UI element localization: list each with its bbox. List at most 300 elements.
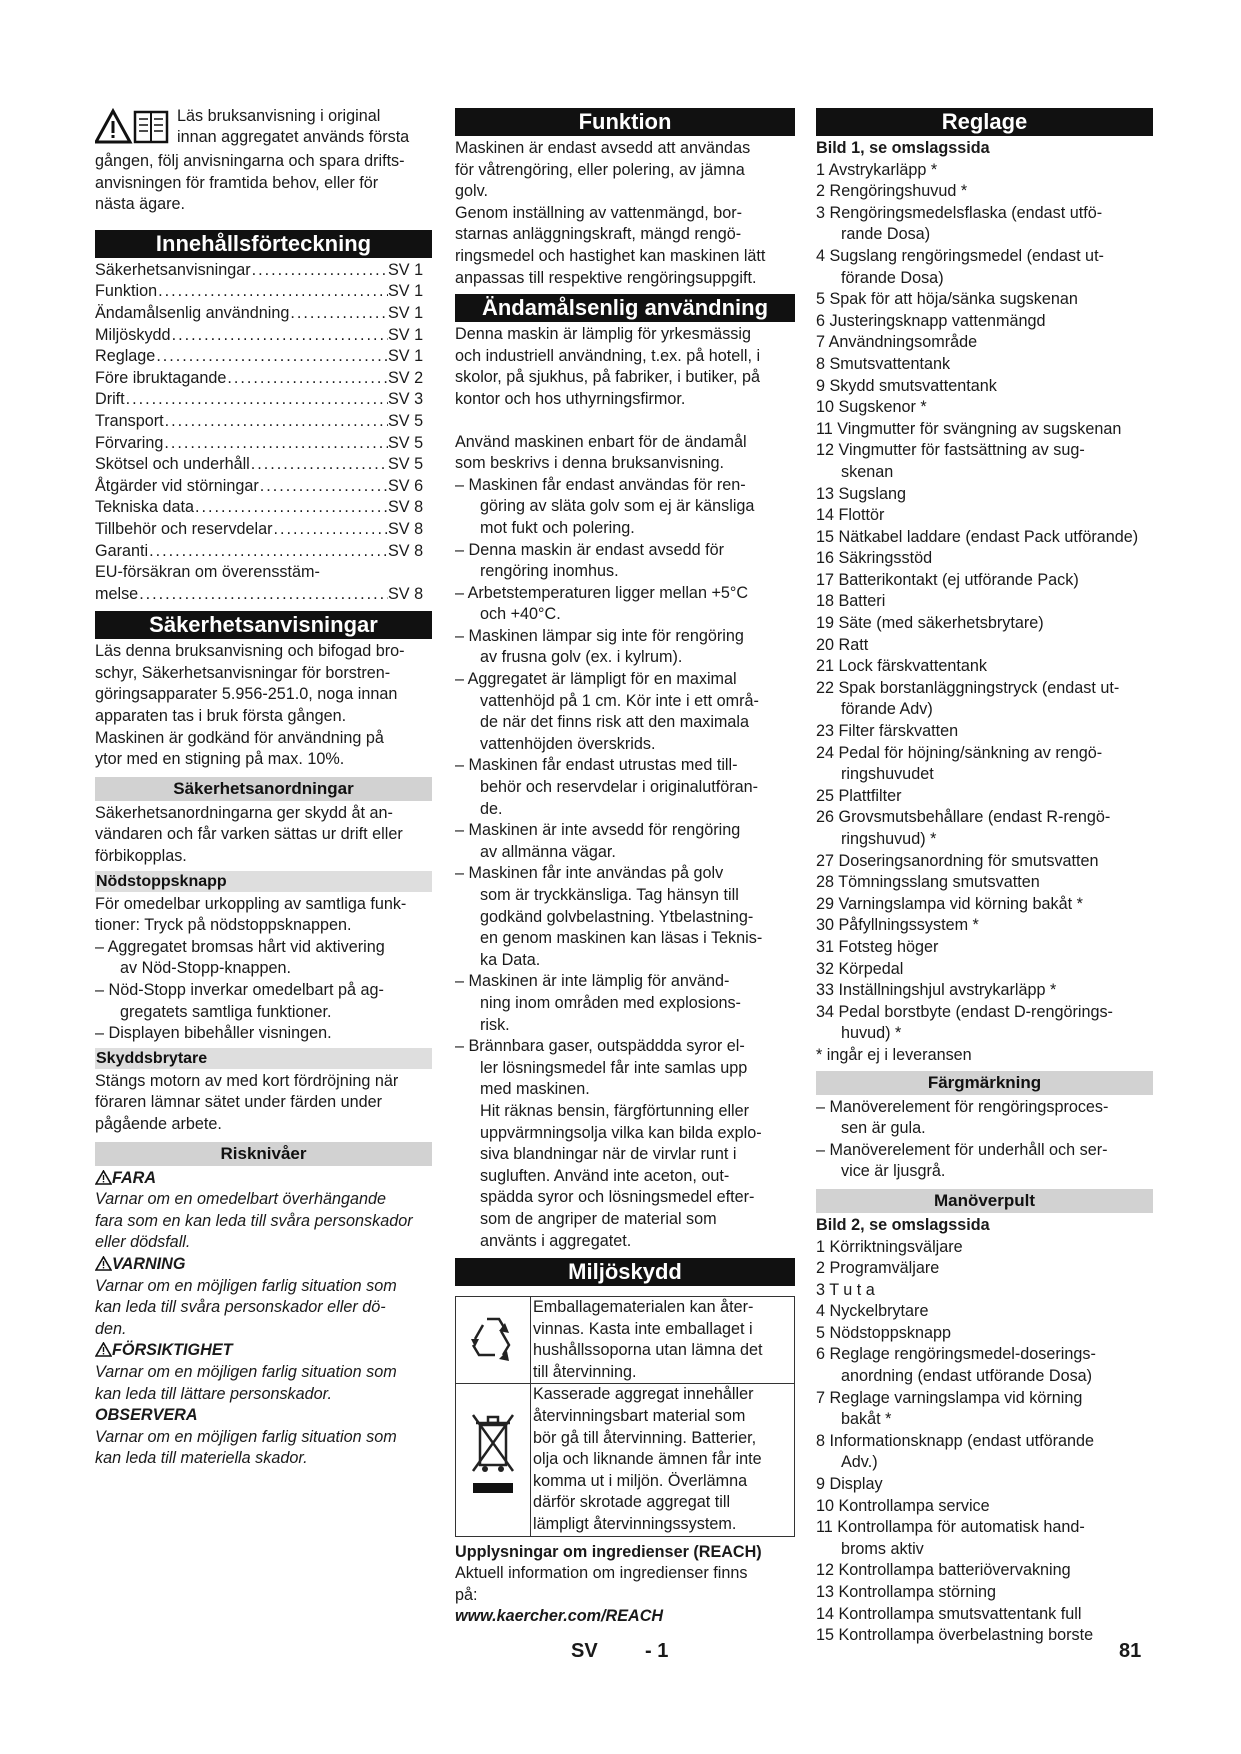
- panel-item-line: 10 Kontrollampa service: [816, 1496, 990, 1515]
- risk-label: [95, 1254, 432, 1276]
- intended-item-line: uppvärmningsolja vilka kan bilda explo-: [480, 1123, 762, 1142]
- control-item: [816, 570, 1153, 592]
- intended-item-line: ka Data.: [480, 950, 541, 969]
- safety-title: Säkerhetsanvisningar: [95, 611, 432, 639]
- warning-triangle-icon: [95, 1256, 112, 1271]
- toc-dots: [125, 389, 388, 411]
- control-item-line: 25 Plattfilter: [816, 786, 902, 805]
- text-line: för våtrengöring, eller polering, av jämna: [455, 160, 745, 179]
- text-line: föraren lämnar sätet under färden under: [95, 1093, 383, 1112]
- intended-item-line: som de angriper de material som: [480, 1209, 717, 1228]
- controls-list-2: [816, 1237, 1153, 1647]
- control-item-line: 15 Nätkabel laddare (endast Pack utförande): [816, 527, 1139, 546]
- control-item: [816, 959, 1153, 981]
- toc-item[interactable]: [95, 541, 432, 563]
- risk-text: Varnar om en omedelbart överhängande: [95, 1190, 386, 1209]
- intended-item-line: – Maskinen får endast utrustas med till-: [455, 756, 738, 775]
- intended-item-line: spädda syror och lösningsmedel efter-: [480, 1188, 755, 1207]
- control-item-line: 17 Batterikontakt (ej utförande Pack): [816, 570, 1079, 589]
- intro-header: [95, 106, 432, 151]
- control-item-line: 34 Pedal borstbyte (endast D-rengörings-: [816, 1002, 1113, 1021]
- risk-label-text: VARNING: [112, 1254, 186, 1273]
- control-item: [816, 1002, 1153, 1045]
- text-line: starnas anläggningskraft, mängd rengö-: [455, 225, 742, 244]
- intended-item-line: – Brännbara gaser, outspäddda syror el-: [455, 1037, 745, 1056]
- panel-item-line: 13 Kontrollampa störning: [816, 1583, 996, 1601]
- intended-item: [455, 475, 795, 540]
- intended-title: Ändamålsenlig användning: [455, 294, 795, 322]
- toc-item[interactable]: [95, 411, 432, 433]
- intended-item-line: använts i aggregatet.: [480, 1231, 632, 1250]
- controls-list-1: [816, 160, 1153, 1045]
- control-item-line: 4 Sugslang rengöringsmedel (endast ut-: [816, 246, 1104, 265]
- intended-item-line: en genom maskinen kan läsas i Teknis-: [480, 929, 763, 948]
- intended-item-line: de när det finns risk att den maximala: [480, 713, 750, 732]
- cell-line: hushållssoporna utan lämna det: [533, 1341, 763, 1360]
- toc-item-name: Miljöskydd: [95, 325, 171, 344]
- control-item-line: 10 Sugskenor *: [816, 398, 927, 417]
- control-item-line: 22 Spak borstanläggningstryck (endast ut-: [816, 678, 1120, 697]
- column-right: [816, 106, 1153, 1647]
- panel-item-line: 15 Kontrollampa överbelastning borste: [816, 1626, 1094, 1645]
- text-line: ringsmedel och hastighet kan maskinen lätt: [455, 246, 766, 265]
- fig2-caption: Bild 2, se omslagssida: [816, 1215, 990, 1234]
- estop-item: [95, 980, 432, 1023]
- toc-item-page: SV 5: [388, 455, 424, 474]
- color-title: Färgmärkning: [816, 1071, 1153, 1095]
- intended-item-line: Hit räknas bensin, färgförtunning eller: [480, 1101, 750, 1120]
- panel-item: [816, 1280, 1153, 1302]
- column-left: [95, 106, 432, 1470]
- intended-item: [455, 755, 795, 820]
- panel-item: [816, 1496, 1153, 1518]
- intended-item-line: och +40°C.: [480, 605, 561, 624]
- toc-item[interactable]: [95, 260, 432, 282]
- control-item-line: skenan: [841, 462, 894, 481]
- estop-text: [95, 894, 432, 937]
- toc-item[interactable]: [95, 303, 432, 325]
- control-item: [816, 376, 1153, 398]
- control-item: [816, 354, 1153, 376]
- switch-text: [95, 1071, 432, 1136]
- control-item: [816, 894, 1153, 916]
- text-line: förbikopplas.: [95, 847, 187, 866]
- toc-dots: [226, 368, 388, 390]
- text-line: anpassas till respektive rengöringsuppgift.: [455, 268, 757, 287]
- estop-item: [95, 937, 432, 980]
- toc-item[interactable]: [95, 281, 432, 303]
- control-item-line: 28 Tömningsslang smutsvatten: [816, 873, 1040, 892]
- panel-item-line: 1 Körriktningsväljare: [816, 1237, 963, 1256]
- risk-text: kan leda till svåra personskador eller dö-: [95, 1298, 386, 1317]
- risk-label-text: FARA: [112, 1168, 157, 1187]
- color-item-line: vice är ljusgrå.: [841, 1162, 946, 1181]
- toc-item-page: SV 5: [388, 411, 424, 430]
- intended-item: [455, 1036, 795, 1252]
- toc-dots: [155, 346, 388, 368]
- text-line: vändaren och får varken sättas ur drift eller: [95, 825, 403, 844]
- control-item: [816, 786, 1153, 808]
- intro-line: nästa ägare.: [95, 195, 185, 214]
- risk-text: Varnar om en möjligen farlig situation som: [95, 1427, 397, 1446]
- switch-title: Skyddsbrytare: [95, 1048, 432, 1069]
- risk-text: Varnar om en möjligen farlig situation som: [95, 1362, 397, 1381]
- control-item: [816, 656, 1153, 678]
- control-item: [816, 635, 1153, 657]
- risk-text: fara som en kan leda till svåra personskador: [95, 1211, 413, 1230]
- toc-dots: [164, 411, 388, 433]
- control-item-line: ringshuvud) *: [841, 830, 937, 848]
- control-item: [816, 332, 1153, 354]
- estop-item-line: av Nöd-Stopp-knappen.: [120, 959, 291, 978]
- intended-item-line: av frusna golv (ex. i kylrum).: [480, 648, 683, 667]
- intended-item: [455, 583, 795, 626]
- control-item-line: 2 Rengöringshuvud *: [816, 182, 968, 201]
- control-item: [816, 980, 1153, 1002]
- toc-dots: [157, 281, 388, 303]
- control-item: [816, 203, 1153, 246]
- toc-item-name: Garanti: [95, 541, 149, 560]
- text-line: och industriell användning, t.ex. på hotell, i: [455, 346, 761, 365]
- intended-item-line: som är tryckkänsliga. Tag hänsyn till: [480, 886, 739, 904]
- panel-item-line: 11 Kontrollampa för automatisk hand-: [816, 1518, 1085, 1537]
- toc-item[interactable]: [95, 476, 432, 498]
- toc-item[interactable]: [95, 389, 432, 411]
- panel-item: [816, 1301, 1153, 1323]
- color-item-line: – Manöverelement för underhåll och ser-: [816, 1140, 1108, 1159]
- intended-item-line: – Maskinen är inte lämplig för använd-: [455, 972, 730, 991]
- estop-items: [95, 937, 432, 1045]
- control-item: [816, 440, 1153, 483]
- intended-item-line: sugluften. Använd inte aceton, out-: [480, 1166, 730, 1185]
- panel-item-line: 2 Programväljare: [816, 1259, 940, 1278]
- column-middle: [455, 106, 795, 1628]
- text-line: golv.: [455, 182, 488, 201]
- toc-item-name: Förvaring: [95, 433, 164, 452]
- toc-item-page: SV 1: [388, 303, 424, 322]
- risk-label: [95, 1340, 432, 1362]
- intended-item-line: vattenhöjd på 1 cm. Kör inte i ett områ-: [480, 691, 759, 710]
- text-line: Genom inställning av vattenmängd, bor-: [455, 203, 743, 222]
- toc-dots: [194, 497, 388, 519]
- intended-item: [455, 971, 795, 1036]
- packaging-text: [531, 1297, 795, 1384]
- toc-item-name: melse: [95, 584, 139, 603]
- intended-item-line: – Maskinen får endast användas för ren-: [455, 475, 746, 494]
- panel-item: [816, 1582, 1153, 1604]
- control-item: [816, 851, 1153, 873]
- control-item-line: 33 Inställningshjul avstrykarläpp *: [816, 981, 1057, 1000]
- control-item: [816, 613, 1153, 635]
- control-item-line: 7 Användningsområde: [816, 333, 978, 352]
- intended-item-line: – Arbetstemperaturen ligger mellan +5°C: [455, 583, 749, 602]
- risk-text: Varnar om en möjligen farlig situation som: [95, 1276, 397, 1295]
- panel-item: [816, 1237, 1153, 1259]
- toc-dots: [289, 303, 388, 325]
- control-item-line: 26 Grovsmutsbehållare (endast R-rengö-: [816, 808, 1111, 827]
- estop-item-line: – Displayen bibehåller visningen.: [95, 1024, 332, 1043]
- risk-text: den.: [95, 1319, 127, 1338]
- recycling-cell: [456, 1297, 531, 1384]
- intended-item-line: – Maskinen lämpar sig inte för rengöring: [455, 626, 744, 645]
- intended-item-line: vattenhöjden överskrids.: [480, 734, 656, 753]
- intended-item-line: behör och reservdelar i originalutföran-: [480, 778, 759, 797]
- text-line: Maskinen är endast avsedd att användas: [455, 139, 751, 157]
- toc-item[interactable]: [95, 584, 432, 606]
- cell-line: lämpligt återvinningssystem.: [533, 1515, 737, 1534]
- toc-item-page: SV 8: [388, 519, 424, 538]
- intended-item-line: godkänd golvbelastning. Ytbelastning-: [480, 907, 754, 926]
- controls-title: Reglage: [816, 108, 1153, 136]
- risk-label-text: OBSERVERA: [95, 1406, 198, 1425]
- text-line: schyr, Säkerhetsanvisningar för borstren-: [95, 663, 391, 682]
- toc-dots: [251, 260, 388, 282]
- control-item-line: 23 Filter färskvatten: [816, 722, 959, 741]
- control-item-line: 32 Körpedal: [816, 959, 904, 978]
- toc-item-page: SV 1: [388, 282, 424, 301]
- intro-text: [95, 151, 432, 216]
- panel-item: [816, 1344, 1153, 1387]
- control-item: [816, 937, 1153, 959]
- warning-triangle-icon: [95, 1342, 112, 1357]
- reach-title: Upplysningar om ingredienser (REACH): [455, 1542, 762, 1561]
- controls-note: * ingår ej i leveransen: [816, 1045, 972, 1064]
- panel-item-line: 3 T u t a: [816, 1280, 875, 1299]
- toc-dots: [259, 476, 388, 498]
- text-line: Aktuell information om ingredienser finns: [455, 1564, 748, 1583]
- toc-item-page: SV 8: [388, 498, 424, 517]
- toc-item-name: Säkerhetsanvisningar: [95, 260, 251, 279]
- control-item-line: 21 Lock färskvattentank: [816, 657, 987, 676]
- toc-item[interactable]: [95, 433, 432, 455]
- intended-item-line: ning inom områden med explosions-: [480, 993, 741, 1012]
- panel-item-line: 8 Informationsknapp (endast utförande: [816, 1431, 1095, 1450]
- intended-item: [455, 540, 795, 583]
- toc-title: Innehållsförteckning: [95, 230, 432, 258]
- control-item-line: 14 Flottör: [816, 506, 885, 525]
- footer-lang: SV: [571, 1640, 598, 1662]
- cell-line: bör gå till återvinning. Batterier,: [533, 1428, 757, 1447]
- intended-items: [455, 475, 795, 1252]
- toc-dots: [171, 325, 388, 347]
- text-line: apparaten tas i bruk första gången.: [95, 707, 347, 726]
- toc-item-name: Tillbehör och reservdelar: [95, 519, 273, 538]
- control-item: [816, 527, 1153, 549]
- intended-item: [455, 669, 795, 755]
- toc-item-name: Ändamålsenlig användning: [95, 303, 290, 322]
- toc-item-name: Före ibruktagande: [95, 368, 227, 387]
- control-item-line: 24 Pedal för höjning/sänkning av rengö-: [816, 743, 1103, 762]
- control-item: [816, 181, 1153, 203]
- toc-dots: [163, 433, 388, 455]
- crossed-bin-icon: [465, 1407, 521, 1507]
- estop-title: Nödstoppsknapp: [95, 871, 432, 892]
- panel-item-line: 6 Reglage rengöringsmedel-doserings-: [816, 1345, 1096, 1364]
- intended-item-line: siva blandningar när de virvlar runt i: [480, 1145, 737, 1164]
- toc-item-page: SV 1: [388, 260, 424, 279]
- panel-item-line: 4 Nyckelbrytare: [816, 1302, 929, 1321]
- control-item: [816, 484, 1153, 506]
- toc-item[interactable]: [95, 497, 432, 519]
- control-item: [816, 721, 1153, 743]
- control-item-line: 20 Ratt: [816, 635, 869, 654]
- toc-item-name: Tekniska data: [95, 498, 194, 517]
- risk-text: kan leda till lättare personskador.: [95, 1384, 332, 1403]
- safety-devices-text: [95, 803, 432, 868]
- intended-item-line: de.: [480, 799, 503, 818]
- color-items: [816, 1097, 1153, 1183]
- control-item: [816, 160, 1153, 182]
- toc-item[interactable]: [95, 454, 432, 476]
- panel-item: [816, 1474, 1153, 1496]
- toc-item[interactable]: [95, 519, 432, 541]
- reach-link[interactable]: www.kaercher.com/REACH: [455, 1607, 664, 1626]
- toc-item-page: SV 2: [388, 368, 424, 387]
- control-item-line: 19 Säte (med säkerhetsbrytare): [816, 614, 1044, 633]
- toc-item[interactable]: [95, 346, 432, 368]
- risk-levels: [95, 1168, 432, 1470]
- color-item-line: – Manöverelement för rengöringsproces-: [816, 1097, 1109, 1116]
- intended-item-line: med maskinen.: [480, 1080, 590, 1099]
- control-item: [816, 397, 1153, 419]
- cell-line: komma ut i miljön. Överlämna: [533, 1471, 748, 1490]
- panel-item: [816, 1560, 1153, 1582]
- panel-item: [816, 1625, 1153, 1647]
- panel-item: [816, 1258, 1153, 1280]
- risk-label-text: FÖRSIKTIGHET: [112, 1341, 233, 1360]
- intended-item-line: av allmänna vägar.: [480, 842, 616, 861]
- panel-item-line: 12 Kontrollampa batteriövervakning: [816, 1561, 1071, 1580]
- panel-item: [816, 1431, 1153, 1474]
- text-line: pågående arbete.: [95, 1114, 222, 1133]
- disposal-text: [531, 1384, 795, 1536]
- color-item: [816, 1097, 1153, 1140]
- intended-text-2: [455, 432, 795, 475]
- toc-dots: [138, 584, 388, 606]
- cell-line: vinnas. Kasta inte emballaget i: [533, 1319, 753, 1338]
- panel-item-line: Adv.): [841, 1453, 878, 1472]
- toc-item[interactable]: [95, 368, 432, 390]
- intended-item-line: – Maskinen får inte användas på golv: [455, 864, 724, 883]
- toc-item-page: SV 5: [388, 433, 424, 452]
- toc-item[interactable]: [95, 325, 432, 347]
- cell-line: Kasserade aggregat innehåller: [533, 1385, 754, 1404]
- toc-list: [95, 260, 432, 562]
- control-item-line: 18 Batteri: [816, 592, 886, 611]
- panel-item-line: 14 Kontrollampa smutsvattentank full: [816, 1604, 1082, 1623]
- footer-page-ref: - 1: [645, 1640, 669, 1662]
- text-line: tioner: Tryck på nödstoppsknappen.: [95, 916, 352, 935]
- intro-line2: innan aggregatet används första: [177, 128, 410, 146]
- control-item-line: 30 Påfyllningssystem *: [816, 916, 979, 935]
- control-item: [816, 915, 1153, 937]
- control-item-line: 11 Vingmutter för svängning av sugskenan: [816, 419, 1122, 438]
- safety-devices-title: Säkerhetsanordningar: [95, 777, 432, 801]
- toc-item-name: Drift: [95, 390, 125, 409]
- recycling-icon: [465, 1309, 521, 1365]
- cell-line: återvinningsbart material som: [533, 1407, 746, 1426]
- fig1-caption: Bild 1, se omslagssida: [816, 139, 990, 157]
- function-text: [455, 138, 795, 289]
- intended-item-line: göring av släta golv som ej är känsliga: [480, 497, 755, 516]
- color-item: [816, 1140, 1153, 1183]
- panel-item-line: 7 Reglage varningslampa vid körning: [816, 1388, 1083, 1407]
- control-item-line: 12 Vingmutter för fastsättning av sug-: [816, 441, 1085, 460]
- text-line: Denna maskin är lämplig för yrkesmässig: [455, 325, 751, 344]
- text-line: som beskrivs i denna bruksanvisning.: [455, 454, 725, 473]
- toc-item-page: SV 3: [388, 390, 424, 409]
- text-line: skolor, på sjukhus, på fabriker, i butiker, på: [455, 368, 761, 387]
- toc-item-page: SV 1: [388, 325, 424, 344]
- risk-title: Risknivåer: [95, 1142, 432, 1166]
- toc-item-page: SV 1: [388, 347, 424, 366]
- control-item: [816, 311, 1153, 333]
- intended-item: [455, 820, 795, 863]
- intro-line: anvisningen för framtida behov, eller för: [95, 173, 379, 192]
- panel-item-line: broms aktiv: [841, 1539, 924, 1558]
- toc-dots: [148, 541, 388, 563]
- panel-item: [816, 1323, 1153, 1345]
- intended-item-line: risk.: [480, 1015, 510, 1034]
- cell-line: Emballagematerialen kan åter-: [533, 1298, 754, 1317]
- control-item: [816, 289, 1153, 311]
- intended-item-line: – Aggregatet är lämpligt för en maximal: [455, 670, 737, 689]
- environment-table: [455, 1296, 795, 1537]
- control-item-line: 13 Sugslang: [816, 484, 907, 503]
- estop-item-line: – Nöd-Stopp inverkar omedelbart på ag-: [95, 981, 384, 999]
- control-item-line: 5 Spak för att höja/sänka sugskenan: [816, 290, 1078, 309]
- panel-item-line: 9 Display: [816, 1475, 883, 1494]
- safety-text: [95, 641, 432, 771]
- estop-item-line: gregatets samtliga funktioner.: [120, 1002, 332, 1021]
- control-item: [816, 591, 1153, 613]
- panel-title: Manöverpult: [816, 1189, 1153, 1213]
- control-item: [816, 807, 1153, 850]
- intended-item: [455, 626, 795, 669]
- toc-item-name: Transport: [95, 411, 164, 430]
- toc-item-page: SV 6: [388, 476, 424, 495]
- risk-label: [95, 1168, 432, 1190]
- warning-triangle-icon: [95, 1170, 112, 1185]
- intended-item-line: – Maskinen är inte avsedd för rengöring: [455, 821, 741, 840]
- panel-item-line: bakåt *: [841, 1410, 892, 1429]
- control-item-line: 1 Avstrykarläpp *: [816, 160, 938, 179]
- warning-manual-icon: [95, 108, 171, 146]
- control-item-line: 9 Skydd smutsvattentank: [816, 376, 997, 395]
- intended-item-line: ler lösningsmedel får inte samlas upp: [480, 1058, 748, 1077]
- control-item-line: förande Dosa): [841, 268, 944, 287]
- control-item-line: 29 Varningslampa vid körning bakåt *: [816, 894, 1083, 913]
- panel-item-line: anordning (endast utförande Dosa): [841, 1367, 1093, 1386]
- control-item: [816, 419, 1153, 441]
- color-item-line: sen är gula.: [841, 1119, 926, 1138]
- toc-item-name: Skötsel och underhåll: [95, 455, 250, 474]
- panel-item: [816, 1388, 1153, 1431]
- control-item: [816, 743, 1153, 786]
- panel-item-line: 5 Nödstoppsknapp: [816, 1323, 951, 1342]
- estop-item: [95, 1023, 432, 1045]
- estop-item-line: – Aggregatet bromsas hårt vid aktivering: [95, 937, 385, 956]
- disposal-cell: [456, 1384, 531, 1536]
- reach-text: [455, 1563, 795, 1606]
- toc-dots: [250, 454, 388, 476]
- panel-item: [816, 1517, 1153, 1560]
- control-item-line: 27 Doseringsanordning för smutsvatten: [816, 851, 1099, 870]
- intended-text: [455, 324, 795, 410]
- intended-item: [455, 863, 795, 971]
- control-item: [816, 872, 1153, 894]
- toc-dots: [273, 519, 388, 541]
